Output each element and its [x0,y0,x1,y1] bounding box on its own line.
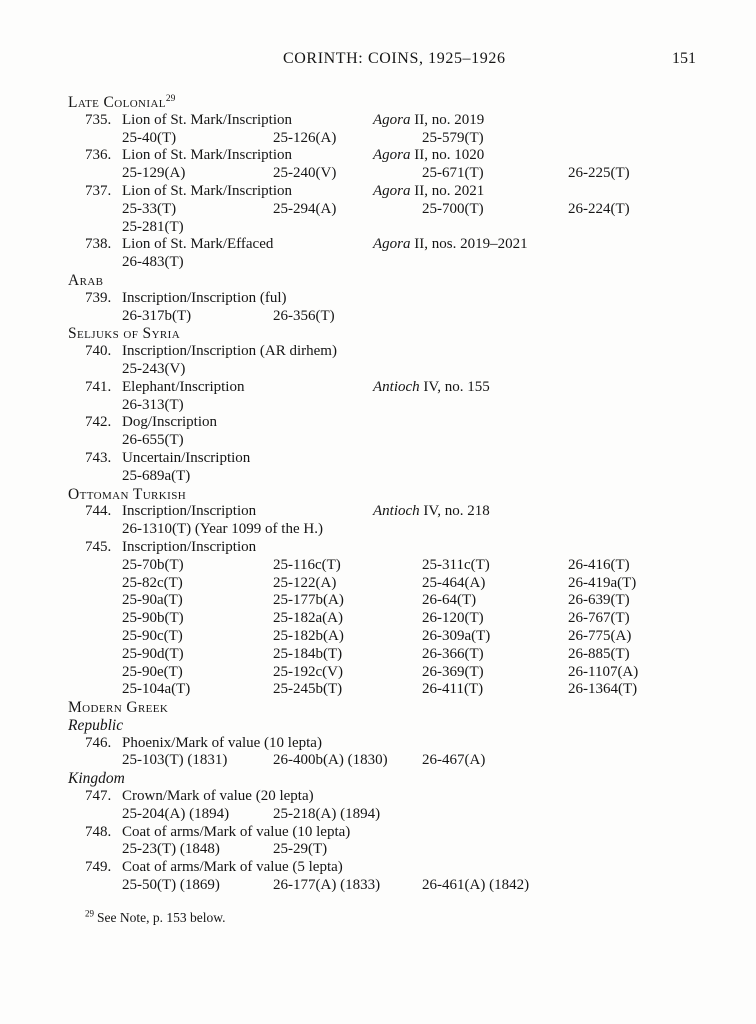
entry-heading [68,343,708,361]
subsection-heading: Republic [68,716,124,734]
catalog-number: 26-655(T) [122,432,184,449]
entry-number: 741. [85,378,112,395]
section-heading [68,486,708,504]
page-title: CORINTH: COINS, 1925–1926 [283,50,506,67]
catalog-number: 26-356(T) [273,307,335,324]
catalog-number: 25-40(T) [122,129,177,146]
entry-number: 746. [85,734,112,751]
catalog-section [68,699,708,895]
catalog-number: 25-671(T) [422,165,484,182]
catalog-number-row [68,130,708,148]
entry-heading [68,503,708,521]
catalog-number-row [68,646,708,664]
entry-description: Inscription/Inscription [122,538,257,555]
entry-heading [68,183,708,201]
section-heading-label: Late Colonial [68,94,166,111]
catalog-number: 25-129(A) [122,165,186,182]
catalog-number: 25-90d(T) [122,645,184,662]
page-header [68,50,708,70]
entry-heading [68,147,708,165]
catalog-number-row [68,877,708,895]
reference-work-title: Agora [373,182,411,199]
reference-work-title: Agora [373,111,411,128]
catalog-number-row [68,361,708,379]
entry-number: 740. [85,343,112,360]
catalog-number: 26-767(T) [568,610,630,627]
catalog-number: 26-885(T) [568,645,630,662]
catalog-number-row [68,557,708,575]
entry-description: Inscription/Inscription [122,503,257,520]
catalog-number-row [68,165,708,183]
catalog-number: 25-33(T) [122,200,177,217]
catalog-number: 25-579(T) [422,129,484,146]
catalog-number-row [68,752,708,770]
catalog-number: 25-90a(T) [122,592,183,609]
section-heading [68,325,708,343]
catalog-number: 26-224(T) [568,200,630,217]
section-heading-label: Ottoman Turkish [68,485,187,503]
entry-heading [68,414,708,432]
entry-heading [68,450,708,468]
entry-description: Phoenix/Mark of value (10 lepta) [122,734,322,751]
catalog-number: 25-184b(T) [273,645,343,662]
entry-description: Uncertain/Inscription [122,449,251,466]
catalog-number: 25-182a(A) [273,610,343,627]
entry-number: 744. [85,503,112,520]
catalog-number: 25-23(T) (1848) [122,841,220,858]
entry-number: 743. [85,449,112,466]
catalog-number: 26-366(T) [422,645,484,662]
catalog-number: 26-775(A) [568,627,632,644]
entry-number: 745. [85,538,112,555]
entry-description: Crown/Mark of value (20 lepta) [122,788,314,805]
catalog-number: 25-204(A) (1894) [122,805,230,822]
catalog-number: 25-82c(T) [122,574,183,591]
catalog-number: 25-90c(T) [122,627,183,644]
entry-heading [68,735,708,753]
footnote-marker: 29 [165,94,176,104]
catalog-number: 25-243(V) [122,360,186,377]
catalog-section [68,272,708,325]
catalog-number: 25-182b(A) [273,627,344,644]
catalog-number-row [68,201,708,219]
catalog-number: 25-689a(T) [122,467,191,484]
section-heading [68,699,708,717]
entry-number: 739. [85,289,112,306]
catalog-number: 26-177(A) (1833) [273,877,381,894]
entry-reference: Antioch IV, no. 155 [373,378,490,395]
page-number: 151 [672,50,696,67]
catalog-number: 25-700(T) [422,200,484,217]
catalog-number-row [68,592,708,610]
entry-number: 747. [85,788,112,805]
catalog-number: 26-1364(T) [568,681,638,698]
catalog-number: 25-464(A) [422,574,486,591]
catalog-number: 25-240(V) [273,165,337,182]
catalog-number-row [68,806,708,824]
catalog-number: 25-218(A) (1894) [273,805,381,822]
entry-number: 748. [85,823,112,840]
entry-heading [68,859,708,877]
entry-description: Lion of St. Mark/Effaced [122,236,274,253]
entry-description: Inscription/Inscription (ful) [122,289,287,306]
catalog-number-row [68,254,708,272]
reference-work-title: Antioch [373,503,420,520]
catalog-number: 26-225(T) [568,165,630,182]
entry-heading [68,236,708,254]
entry-description: Dog/Inscription [122,414,217,431]
entry-heading [68,824,708,842]
catalog-number: 26-467(A) [422,752,486,769]
catalog-number-row [68,681,708,699]
catalog-number-row [68,575,708,593]
catalog-number: 26-64(T) [422,592,477,609]
catalog-number: 26-309a(T) [422,627,491,644]
catalog-number: 25-103(T) (1831) [122,752,228,769]
reference-work-title: Antioch [373,378,420,395]
catalog-number: 25-177b(A) [273,592,344,609]
entry-number: 749. [85,859,112,876]
entry-heading [68,379,708,397]
catalog-number: 26-369(T) [422,663,484,680]
entry-reference: Agora II, no. 2019 [373,111,485,128]
subsection-heading: Kingdom [68,770,125,788]
entry-description: Elephant/Inscription [122,378,245,395]
section-heading-label: Arab [68,271,104,289]
entry-number: 735. [85,111,112,128]
catalog-number: 26-400b(A) (1830) [273,752,388,769]
catalog-number: 25-90b(T) [122,610,184,627]
entry-description: Coat of arms/Mark of value (10 lepta) [122,823,351,840]
section-heading-label: Modern Greek [68,699,169,717]
catalog-number-row [68,468,708,486]
catalog-number: 26-419a(T) [568,574,637,591]
entry-reference: Antioch IV, no. 218 [373,503,490,520]
entry-description: Lion of St. Mark/Inscription [122,111,292,128]
catalog-number: 25-104a(T) [122,681,191,698]
entry-description: Inscription/Inscription (AR dirhem) [122,343,337,360]
catalog-number: 25-294(A) [273,200,337,217]
catalog-number-row [68,432,708,450]
catalog-number: 25-116c(T) [273,556,341,573]
entry-heading [68,290,708,308]
entry-number: 736. [85,147,112,164]
catalog-number: 26-483(T) [122,254,184,271]
catalog-section [68,486,708,700]
entry-heading [68,788,708,806]
catalog-number: 25-122(A) [273,574,337,591]
catalog-section [68,94,708,272]
catalog-number-row [68,610,708,628]
entry-heading [68,539,708,557]
catalog-number: 26-1310(T) (Year 1099 of the H.) [122,521,323,538]
catalog-number-row [68,841,708,859]
catalog-number: 26-411(T) [422,681,484,698]
section-heading [68,272,708,290]
catalog-number-row [68,219,708,237]
entry-description: Lion of St. Mark/Inscription [122,147,292,164]
catalog-number: 26-313(T) [122,396,184,413]
catalog-number: 26-639(T) [568,592,630,609]
catalog-body [68,94,708,895]
reference-work-title: Agora [373,147,411,164]
entry-number: 737. [85,182,112,199]
catalog-number: 25-126(A) [273,129,337,146]
catalog-number-row [68,628,708,646]
footnote-marker: 29 [85,908,94,919]
catalog-number-row [68,308,708,326]
entry-reference: Agora II, nos. 2019–2021 [373,236,528,253]
catalog-number: 25-29(T) [273,841,328,858]
entry-description: Coat of arms/Mark of value (5 lepta) [122,859,343,876]
catalog-section [68,325,708,485]
catalog-number: 25-70b(T) [122,556,184,573]
entry-description: Lion of St. Mark/Inscription [122,182,292,199]
catalog-number: 25-281(T) [122,218,184,235]
reference-work-title: Agora [373,236,411,253]
catalog-number: 25-90e(T) [122,663,183,680]
catalog-number-row [68,397,708,415]
catalog-number: 25-192c(V) [273,663,343,680]
catalog-number: 26-120(T) [422,610,484,627]
catalog-number: 25-245b(T) [273,681,343,698]
section-heading-label: Seljuks of Syria [68,325,181,343]
catalog-number: 26-1107(A) [568,663,639,680]
entry-reference: Agora II, no. 1020 [373,147,485,164]
catalog-number-row [68,521,708,539]
catalog-number: 26-317b(T) [122,307,192,324]
footnote [68,910,708,926]
catalog-number-row [68,664,708,682]
catalog-number: 26-461(A) (1842) [422,877,530,894]
entry-number: 738. [85,236,112,253]
entry-heading [68,112,708,130]
catalog-number: 25-50(T) (1869) [122,877,220,894]
page-content [68,50,708,926]
entry-reference: Agora II, no. 2021 [373,182,485,199]
section-heading [68,94,708,112]
catalog-number: 26-416(T) [568,556,630,573]
footnote-text: See Note, p. 153 below. [97,909,226,925]
entry-number: 742. [85,414,112,431]
catalog-number: 25-311c(T) [422,556,490,573]
